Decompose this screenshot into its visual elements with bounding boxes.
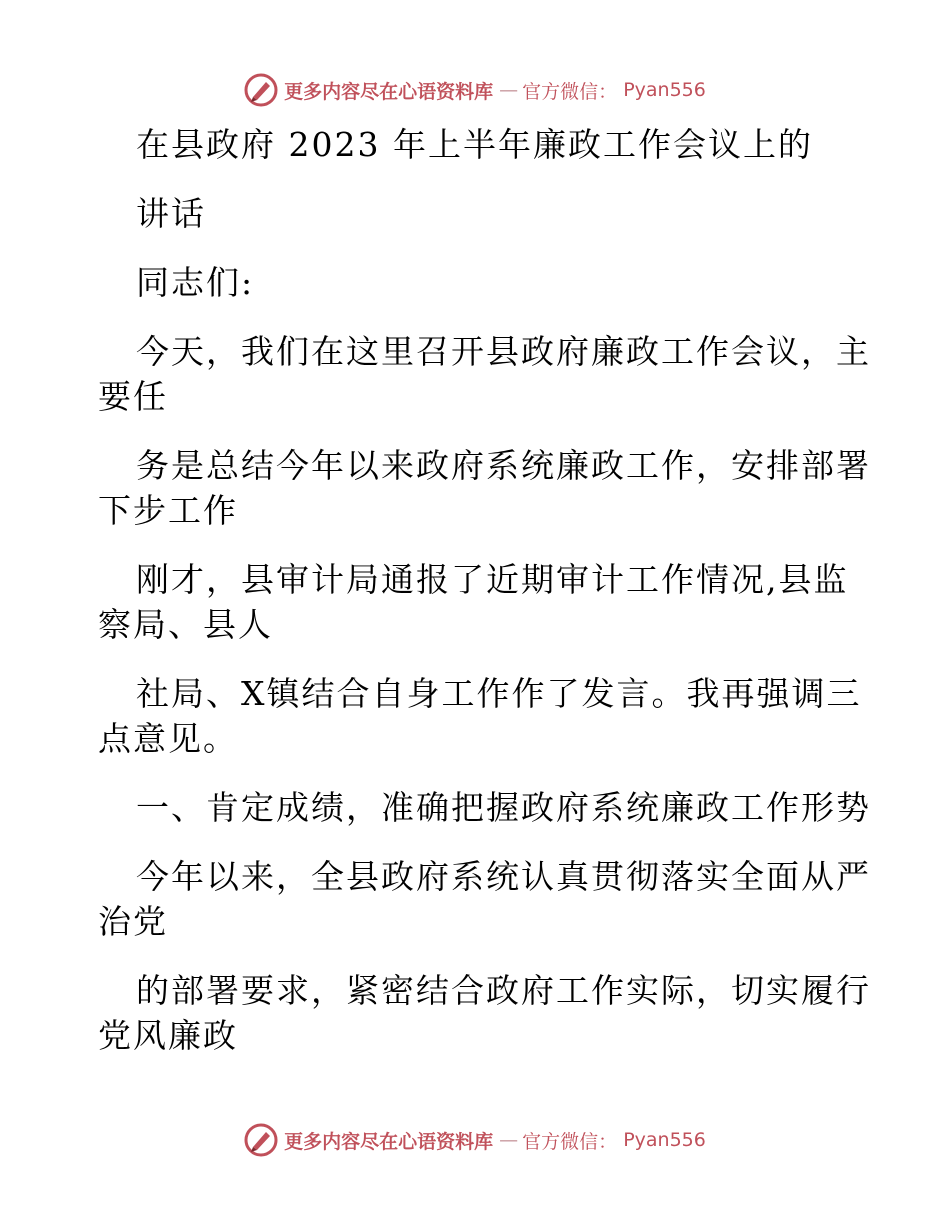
document-body bbox=[98, 122, 871, 1058]
header-watermark bbox=[0, 70, 950, 110]
doc-line: 的部署要求，紧密结合政府工作实际，切实履行 bbox=[136, 971, 871, 1010]
doc-salutation: 同志们: bbox=[136, 263, 255, 302]
doc-line: 治党 bbox=[98, 902, 168, 941]
doc-title-line-1: 在县政府 2023 年上半年廉政工作会议上的 bbox=[136, 125, 813, 164]
doc-line: 今天，我们在这里召开县政府廉政工作会议，主 bbox=[136, 332, 871, 371]
doc-line: 党风廉政 bbox=[98, 1016, 238, 1055]
doc-title-line-2: 讲话 bbox=[136, 194, 206, 233]
watermark-label: 官方微信： bbox=[522, 1130, 618, 1153]
watermark-account: Pyan556 bbox=[623, 79, 706, 101]
pen-logo-icon bbox=[244, 1123, 278, 1157]
watermark-dash: — bbox=[499, 79, 517, 101]
footer-watermark bbox=[0, 1120, 950, 1160]
doc-line: 刚才，县审计局通报了近期审计工作情况,县监 bbox=[136, 560, 849, 599]
watermark-brand: 更多内容尽在心语资料库 bbox=[284, 80, 494, 103]
doc-line: 点意见。 bbox=[98, 719, 238, 758]
pen-logo-icon bbox=[244, 73, 278, 107]
doc-line: 下步工作 bbox=[98, 491, 238, 530]
doc-line: 务是总结今年以来政府系统廉政工作，安排部署 bbox=[136, 446, 871, 485]
watermark-brand: 更多内容尽在心语资料库 bbox=[284, 1130, 494, 1153]
doc-line: 察局、县人 bbox=[98, 605, 273, 644]
doc-section-heading: 一、肯定成绩，准确把握政府系统廉政工作形势 bbox=[136, 788, 871, 827]
watermark-label: 官方微信： bbox=[522, 80, 618, 103]
watermark-dash: — bbox=[499, 1129, 517, 1151]
doc-line: 要任 bbox=[98, 377, 168, 416]
doc-line: 今年以来，全县政府系统认真贯彻落实全面从严 bbox=[136, 857, 871, 896]
watermark-account: Pyan556 bbox=[623, 1129, 706, 1151]
doc-line: 社局、X镇结合自身工作作了发言。我再强调三 bbox=[136, 674, 862, 713]
